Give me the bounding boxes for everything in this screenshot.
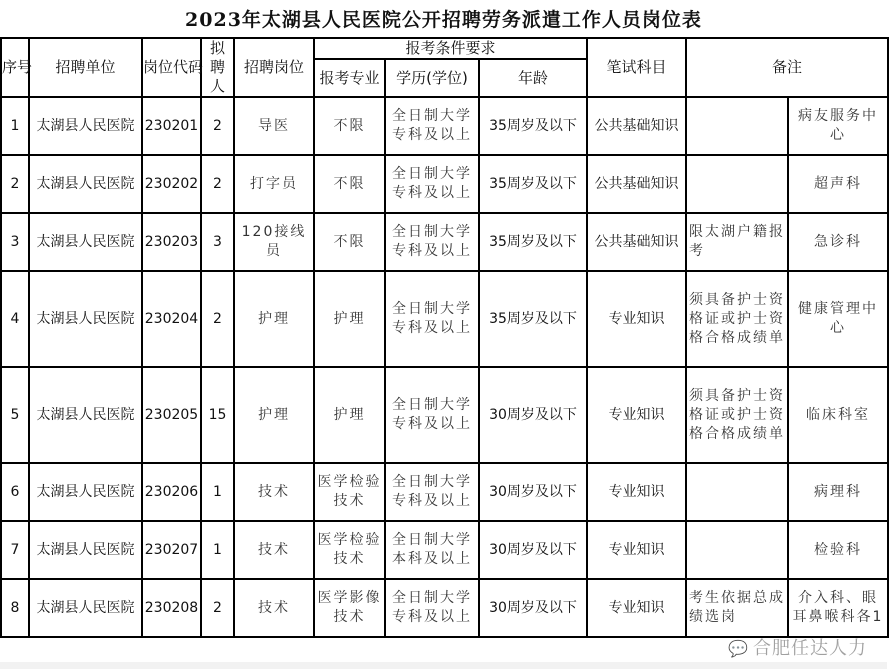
cell-code: 230205 [142,367,201,463]
cell-position: 120接线员 [234,213,314,271]
cell-age: 30周岁及以下 [479,579,587,637]
cell-count: 1 [201,521,234,579]
cell-code: 230207 [142,521,201,579]
header-seq: 序号 [1,38,29,97]
cell-seq: 5 [1,367,29,463]
header-education: 学历(学位) [385,59,479,97]
header-age: 年龄 [479,59,587,97]
watermark-text: 合肥任达人力 [753,638,867,659]
cell-exam: 公共基础知识 [587,155,686,213]
cell-age: 30周岁及以下 [479,367,587,463]
cell-major: 不限 [314,97,385,155]
header-exam: 笔试科目 [587,38,686,97]
cell-major: 不限 [314,155,385,213]
header-remarks: 备注 [686,38,888,97]
cell-position: 技术 [234,463,314,521]
header-conditions: 报考条件要求 [314,38,587,59]
table-row [1,97,888,155]
header-count: 拟聘人 [201,38,234,97]
cell-exam: 专业知识 [587,463,686,521]
table-row [1,271,888,367]
cell-note2: 介入科、眼耳鼻喉科各1 [788,579,888,637]
cell-education: 全日制大学专科及以上 [385,367,479,463]
cell-major: 医学影像技术 [314,579,385,637]
cell-age: 30周岁及以下 [479,463,587,521]
cell-position: 技术 [234,521,314,579]
cell-count: 2 [201,271,234,367]
cell-note2: 急诊科 [788,213,888,271]
cell-code: 230201 [142,97,201,155]
cell-unit: 太湖县人民医院 [29,271,142,367]
cell-unit: 太湖县人民医院 [29,579,142,637]
cell-exam: 专业知识 [587,521,686,579]
cell-age: 35周岁及以下 [479,155,587,213]
cell-position: 打字员 [234,155,314,213]
cell-note1: 须具备护士资格证或护士资格合格成绩单 [686,271,788,367]
cell-position: 导医 [234,97,314,155]
cell-note2: 健康管理中心 [788,271,888,367]
cell-position: 护理 [234,271,314,367]
cell-note2: 临床科室 [788,367,888,463]
cell-exam: 专业知识 [587,271,686,367]
cell-major: 不限 [314,213,385,271]
cell-seq: 8 [1,579,29,637]
cell-education: 全日制大学专科及以上 [385,155,479,213]
cell-exam: 专业知识 [587,579,686,637]
cell-code: 230202 [142,155,201,213]
cell-unit: 太湖县人民医院 [29,155,142,213]
cell-note2: 检验科 [788,521,888,579]
cell-major: 医学检验技术 [314,463,385,521]
cell-seq: 7 [1,521,29,579]
cell-position: 护理 [234,367,314,463]
cell-note1: 考生依据总成绩选岗 [686,579,788,637]
cell-count: 3 [201,213,234,271]
cell-count: 1 [201,463,234,521]
cell-note1 [686,463,788,521]
cell-unit: 太湖县人民医院 [29,97,142,155]
cell-major: 护理 [314,271,385,367]
cell-position: 技术 [234,579,314,637]
table-row [1,367,888,463]
cell-count: 15 [201,367,234,463]
cell-seq: 2 [1,155,29,213]
cell-age: 30周岁及以下 [479,521,587,579]
header-code: 岗位代码 [142,38,201,97]
cell-major: 护理 [314,367,385,463]
cell-education: 全日制大学专科及以上 [385,579,479,637]
cell-age: 35周岁及以下 [479,213,587,271]
cell-count: 2 [201,155,234,213]
header-unit: 招聘单位 [29,38,142,97]
table-row [1,155,888,213]
cell-major: 医学检验技术 [314,521,385,579]
cell-note1 [686,521,788,579]
cell-exam: 公共基础知识 [587,213,686,271]
cell-unit: 太湖县人民医院 [29,367,142,463]
cell-education: 全日制大学专科及以上 [385,463,479,521]
table-row [1,213,888,271]
cell-exam: 专业知识 [587,367,686,463]
cell-education: 全日制大学专科及以上 [385,213,479,271]
cell-education: 全日制大学专科及以上 [385,271,479,367]
cell-code: 230204 [142,271,201,367]
page-title: 2023年太湖县人民医院公开招聘劳务派遣工作人员岗位表 [185,9,702,31]
cell-note2: 病友服务中心 [788,97,888,155]
cell-note1: 须具备护士资格证或护士资格合格成绩单 [686,367,788,463]
cell-education: 全日制大学本科及以上 [385,521,479,579]
cell-note1 [686,97,788,155]
cell-seq: 3 [1,213,29,271]
header-major: 报考专业 [314,59,385,97]
cell-count: 2 [201,97,234,155]
cell-count: 2 [201,579,234,637]
page-bottom-strip [0,662,887,669]
cell-note2: 病理科 [788,463,888,521]
cell-note2: 超声科 [788,155,888,213]
cell-seq: 4 [1,271,29,367]
cell-code: 230206 [142,463,201,521]
positions-table [0,37,889,638]
table-row [1,579,888,637]
table-row [1,463,888,521]
cell-education: 全日制大学专科及以上 [385,97,479,155]
wechat-icon: 💬 [728,639,749,658]
cell-code: 230208 [142,579,201,637]
cell-unit: 太湖县人民医院 [29,213,142,271]
cell-seq: 1 [1,97,29,155]
cell-exam: 公共基础知识 [587,97,686,155]
cell-note1: 限太湖户籍报考 [686,213,788,271]
cell-note1 [686,155,788,213]
cell-seq: 6 [1,463,29,521]
table-row [1,521,888,579]
cell-age: 35周岁及以下 [479,271,587,367]
cell-code: 230203 [142,213,201,271]
watermark [728,637,867,661]
cell-age: 35周岁及以下 [479,97,587,155]
header-position: 招聘岗位 [234,38,314,97]
cell-unit: 太湖县人民医院 [29,463,142,521]
cell-unit: 太湖县人民医院 [29,521,142,579]
